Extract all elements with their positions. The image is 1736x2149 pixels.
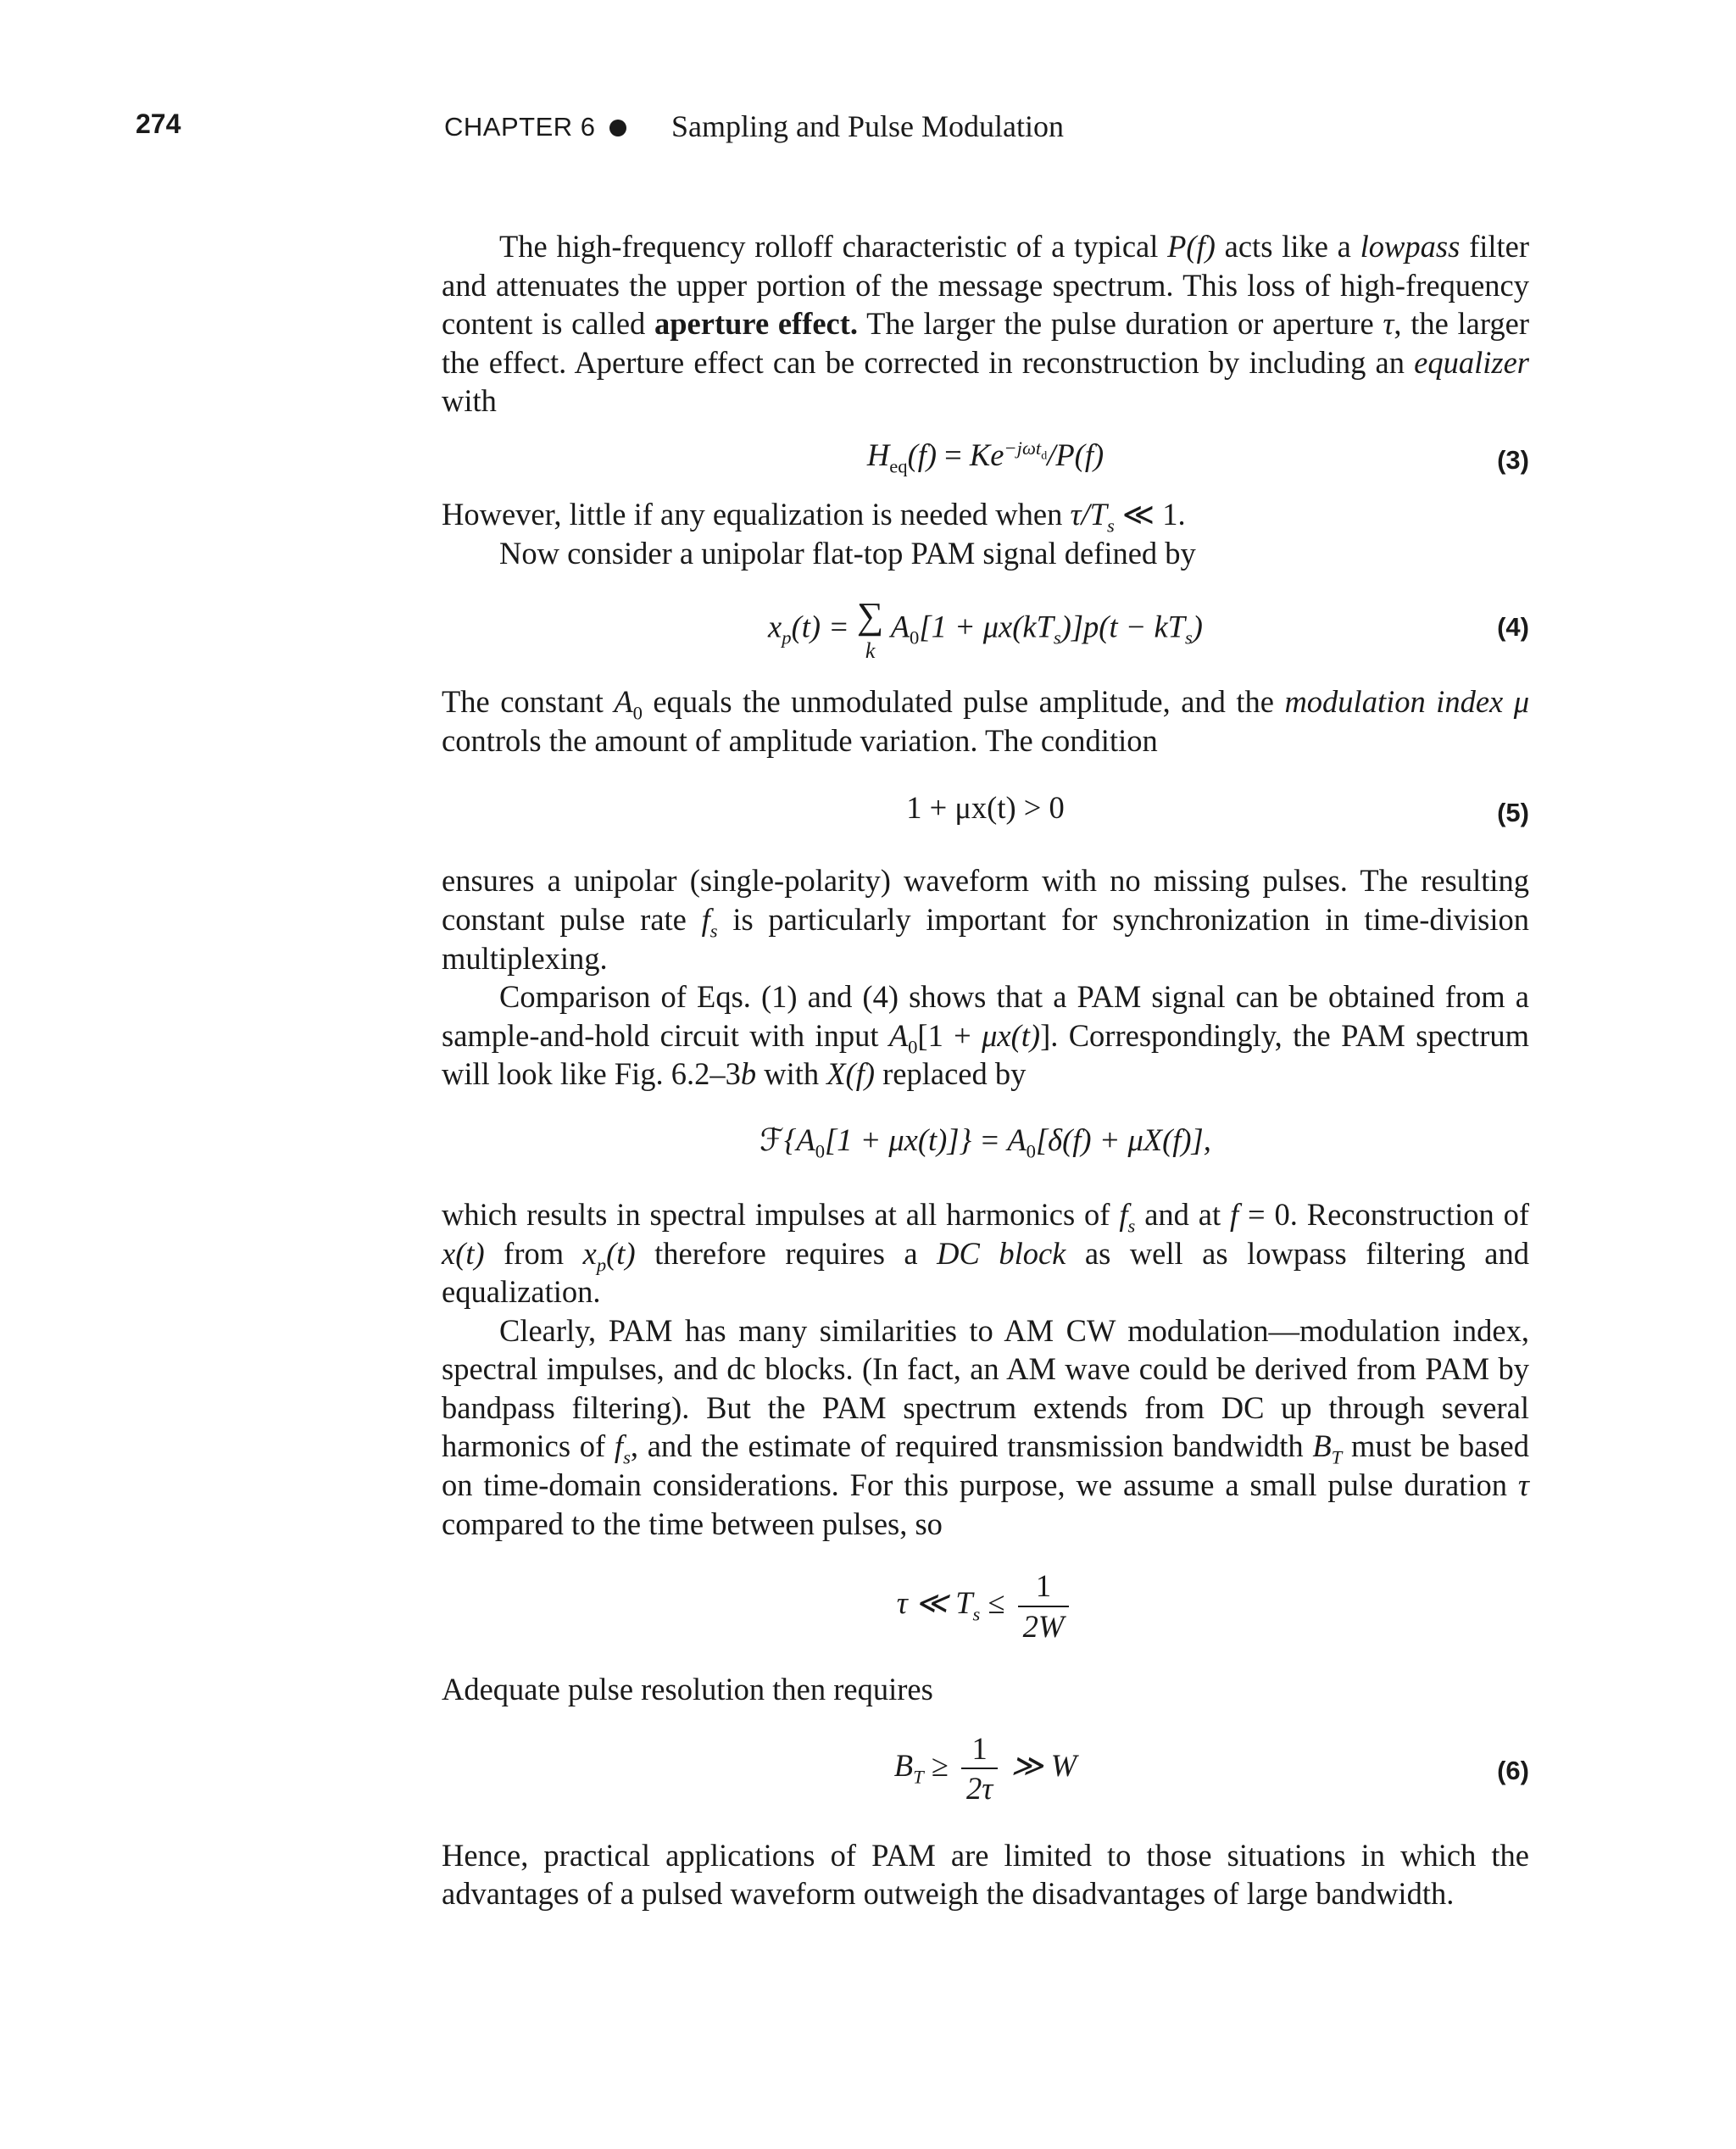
paragraph-conclusion: Hence, practical applications of PAM are limited to those situations in which the advantages of a pulsed waveform outweigh the disadvantages of large bandwidth.	[442, 1837, 1529, 1912]
equation-3-body: $H_{eq}(f) = Ke^{-j\omega t_d}/P(f)$	[866, 437, 1104, 477]
equation-4	[442, 572, 1529, 682]
paragraph-comparison: Comparison of Eqs. (1) and (4) shows that a PAM signal can be obtained from a sample-and-hold circuit with input $A_0[1 + \mu x(t)]$. Correspondingly, the PAM spectrum will look like Fig. 6.2–3b with X(f) replaced by	[442, 979, 1529, 1092]
equation-fourier	[442, 1094, 1529, 1195]
paragraph-modulation-index: The constant $A_0$ equals the unmodulated pulse amplitude, and the modulation index μ controls the amount of amplitude variation. The condition	[442, 684, 1530, 758]
paragraph-am-similarities: Clearly, PAM has many similarities to AM CW modulation—modulation index, spectral impulses, and dc blocks. (In fact, an AM wave could be derived from PAM by bandpass filtering). But the PAM spectrum extends from DC up through several harmonics of $f_s$, and the estimate of required transmission bandwidth $B_T$ must be based on time-domain considerations. For this purpose, we assume a small pulse duration τ compared to the time between pulses, so	[442, 1312, 1529, 1541]
equation-6-body: $B_T$ ≥ $\frac{1}{2\tau}$ ≫ W	[442, 1729, 1529, 1808]
page-body	[442, 227, 1529, 1913]
equation-number: (4)	[1497, 612, 1529, 643]
paragraph-equalization: However, little if any equalization is needed when $\tau/T_s$ ≪ 1.	[442, 496, 1186, 537]
chapter-label: CHAPTER 6	[444, 112, 596, 142]
term-aperture-effect: aperture effect.	[654, 306, 859, 342]
equation-number: (6)	[1497, 1755, 1529, 1785]
equation-5-body: 1 + μx(t) > 0	[906, 790, 1065, 826]
paragraph-aperture-effect: The high-frequency rolloff characteristic of a typical P(f) acts like a lowpass filter and attenuates the upper portion of the message spectrum. This loss of high-frequency content is called aperture effect. The larger the pulse duration or aperture τ, the larger the effect. Aperture effect can be corrected in reconstruction by including an equalizer with	[442, 229, 1530, 419]
paragraph-unipolar-waveform: ensures a unipolar (single-polarity) waveform with no missing pulses. The resulting constant pulse rate $f_s$ is particularly important for synchronization in time-division multiplexing.	[442, 863, 1529, 976]
chapter-title: Sampling and Pulse Modulation	[671, 109, 1064, 143]
equation-5	[442, 760, 1529, 861]
equation-3	[442, 420, 1529, 495]
equation-4-body: $x_p(t)$ = ∑ k $A_0[1 + \mu x(kT_s)]p(t - kT_s)$	[768, 595, 1203, 664]
equation-fourier-body: $ℱ\{A_0[1 + \mu x(t)]\} = A_0[\delta(f) + \mu X(f)]$,	[760, 1122, 1211, 1162]
page-number: 274	[136, 109, 181, 139]
equation-6	[442, 1709, 1529, 1836]
paragraph-pulse-resolution: Adequate pulse resolution then requires	[442, 1672, 933, 1707]
running-header	[0, 109, 1736, 151]
paragraph-unipolar: Now consider a unipolar flat-top PAM signal defined by	[499, 535, 1196, 571]
term-equalizer: equalizer	[1414, 344, 1529, 380]
equation-tau-bound-body: τ ≪ $T_s$ ≤ $\frac{1}{2W}$	[442, 1567, 1529, 1645]
equation-number: (3)	[1497, 444, 1529, 475]
equation-tau-bound	[442, 1543, 1529, 1670]
equation-number: (5)	[1497, 798, 1529, 828]
bullet-icon	[609, 120, 626, 136]
paragraph-spectral-impulses: which results in spectral impulses at all harmonics of $f_s$ and at f = 0. Reconstruction of x(t) from $x_p(t)$ therefore requires a DC block as well as lowpass filtering and equalization.	[442, 1196, 1530, 1310]
summation-symbol: ∑ k	[856, 595, 884, 664]
